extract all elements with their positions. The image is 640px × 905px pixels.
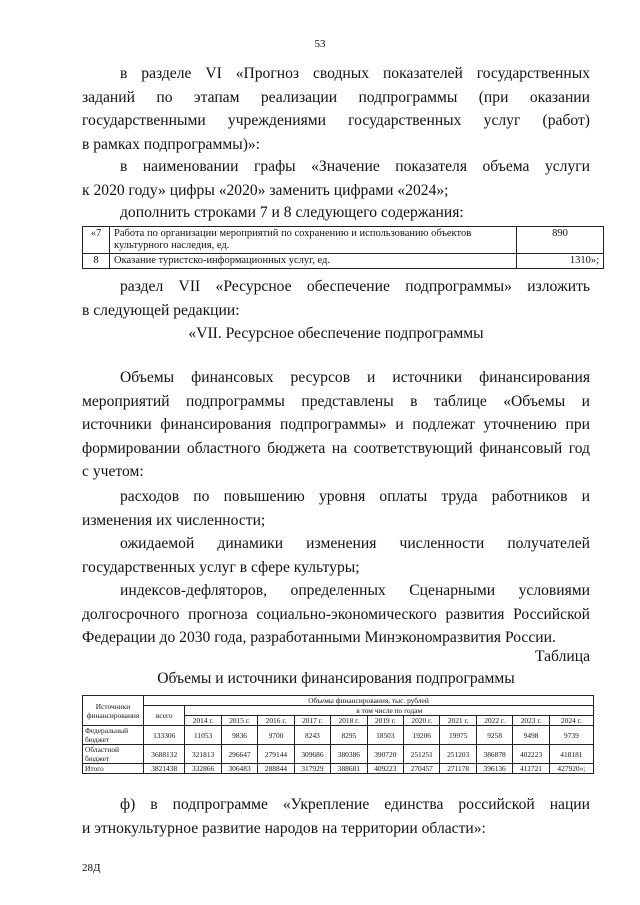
table-row (83, 227, 604, 254)
cell: 9700 (258, 726, 294, 745)
cell: 390720 (367, 745, 403, 764)
row-value: 890 (517, 227, 604, 254)
paragraph-indexes (82, 579, 590, 650)
text-line: ожидаемой динамики изменения численности получателей (120, 535, 590, 552)
text-line: формировании областного бюджета на соответствующий финансовый год (82, 439, 590, 457)
header-year: 2018 г. (331, 716, 367, 726)
row-number: «7 (83, 227, 110, 254)
text-line: государственных услуг в сфере культуры; (82, 558, 360, 576)
cell: 306483 (221, 764, 257, 774)
cell: 317929 (294, 764, 330, 774)
text-line: к 2020 году» цифры «2020» заменить цифрами «2024»; (82, 181, 449, 199)
cell: 8295 (331, 726, 367, 745)
footer-code: 28Д (82, 862, 101, 874)
cell: 332866 (185, 764, 221, 774)
cell: 380386 (331, 745, 367, 764)
cell: 251203 (440, 745, 476, 764)
text-line: индексов-дефляторов, определенных Сценарными условиями (120, 582, 590, 599)
header-year: 2021 г. (440, 716, 476, 726)
cell: 18503 (367, 726, 403, 745)
row-text: Работа по организации мероприятий по сохранению и использованию объектов культурного наследия, ед. (110, 227, 517, 254)
header-year: 2015 г. (221, 716, 257, 726)
header-source: Источники финансирования (83, 696, 144, 726)
row-source: Областной бюджет (83, 745, 144, 764)
text-line: дополнить строками 7 и 8 следующего содержания: (120, 204, 464, 221)
cell: 309686 (294, 745, 330, 764)
row-number: 8 (83, 254, 110, 269)
cell: 388681 (331, 764, 367, 774)
text-line: мероприятий подпрограммы представлены в таблице «Объемы и (82, 392, 590, 410)
row-source: Федеральный бюджет (83, 726, 144, 745)
text-line: долгосрочного прогноза социально-экономического развития Российской (82, 605, 590, 623)
cell: 11053 (185, 726, 221, 745)
header-year: 2020 г. (404, 716, 440, 726)
table-title: Объемы и источники финансирования подпрограммы (157, 670, 515, 687)
cell: 133306 (144, 726, 185, 745)
paragraph-section-vii (82, 275, 590, 322)
cell: 270457 (404, 764, 440, 774)
text-line: раздел VII «Ресурсное обеспечение подпрограммы» изложить (120, 278, 590, 295)
row-source: Итого (83, 764, 144, 774)
header-volume: Объемы финансирования, тыс. рублей (144, 696, 594, 706)
header-year: 2023 г. (513, 716, 549, 726)
text-line: изменения их численности; (82, 511, 266, 529)
text-line: источники финансирования подпрограммы» и подлежат уточнению при (82, 416, 590, 434)
cell: 279144 (258, 745, 294, 764)
table-row (83, 745, 594, 764)
page-number: 53 (314, 38, 326, 50)
text-line: ф) в подпрограмме «Укрепление единства российской нации (120, 796, 590, 813)
row-value: 1310»; (517, 254, 604, 269)
table-header-row (83, 706, 594, 716)
cell: 3688132 (144, 745, 185, 764)
text-line: с учетом: (82, 463, 144, 481)
cell: 9258 (476, 726, 512, 745)
header-year: 2014 г. (185, 716, 221, 726)
cell: 396136 (476, 764, 512, 774)
cell: 3821438 (144, 764, 185, 774)
text-line: государственными учреждениями государственных услуг (работ) (82, 112, 590, 130)
table-header-row (83, 696, 594, 706)
cell: 251251 (404, 745, 440, 764)
paragraph-section-vi (82, 62, 590, 156)
cell: 427920»; (549, 764, 593, 774)
cell: 288844 (258, 764, 294, 774)
header-total: всего (144, 706, 185, 726)
paragraph-add-rows (82, 201, 590, 225)
table-caption: Таблица (535, 648, 590, 665)
table-row (83, 254, 604, 269)
cell: 321813 (185, 745, 221, 764)
cell: 19206 (404, 726, 440, 745)
text-line: в рамках подпрограммы)»: (82, 135, 261, 153)
financing-table (82, 695, 594, 774)
header-year: 2024 г. (549, 716, 593, 726)
cell: 418181 (549, 745, 593, 764)
header-year: 2016 г. (258, 716, 294, 726)
section-heading (82, 322, 590, 346)
text-line: расходов по повышению уровня оплаты труда работников и (120, 488, 590, 505)
paragraph-column-name (82, 155, 590, 202)
cell: 19975 (440, 726, 476, 745)
table-row (83, 726, 594, 745)
cell: 8243 (294, 726, 330, 745)
text-line: и этнокультурное развитие народов на территории области»: (82, 819, 486, 837)
text-line: Объемы финансовых ресурсов и источники финансирования (120, 369, 590, 386)
text-line: заданий по этапам реализации подпрограммы (при оказании (82, 88, 590, 106)
cell: 386878 (476, 745, 512, 764)
row-text: Оказание туристско-информационных услуг, ед. (110, 254, 517, 269)
paragraph-main (82, 366, 590, 484)
paragraph-f (82, 793, 590, 840)
paragraph-costs (82, 485, 590, 532)
text-line: Федерации до 2030 года, разработанными Минэкономразвития России. (82, 629, 556, 647)
cell: 9836 (221, 726, 257, 745)
text-line: в следующей редакции: (82, 301, 240, 319)
cell: 9498 (513, 726, 549, 745)
header-year: 2022 г. (476, 716, 512, 726)
heading-text: «VII. Ресурсное обеспечение подпрограммы (188, 325, 484, 342)
header-year: 2017 г. (294, 716, 330, 726)
insert-rows-table (82, 226, 604, 269)
cell: 411721 (513, 764, 549, 774)
header-by-years: в том числе по годам (185, 706, 594, 716)
text-line: в разделе VI «Прогноз сводных показателей государственных (120, 65, 590, 82)
header-year: 2019 г. (367, 716, 403, 726)
cell: 9739 (549, 726, 593, 745)
cell: 296647 (221, 745, 257, 764)
table-row (83, 764, 594, 774)
paragraph-dynamics (82, 532, 590, 579)
text-line: в наименовании графы «Значение показателя объема услуги (120, 158, 590, 175)
cell: 409223 (367, 764, 403, 774)
cell: 402223 (513, 745, 549, 764)
cell: 271178 (440, 764, 476, 774)
